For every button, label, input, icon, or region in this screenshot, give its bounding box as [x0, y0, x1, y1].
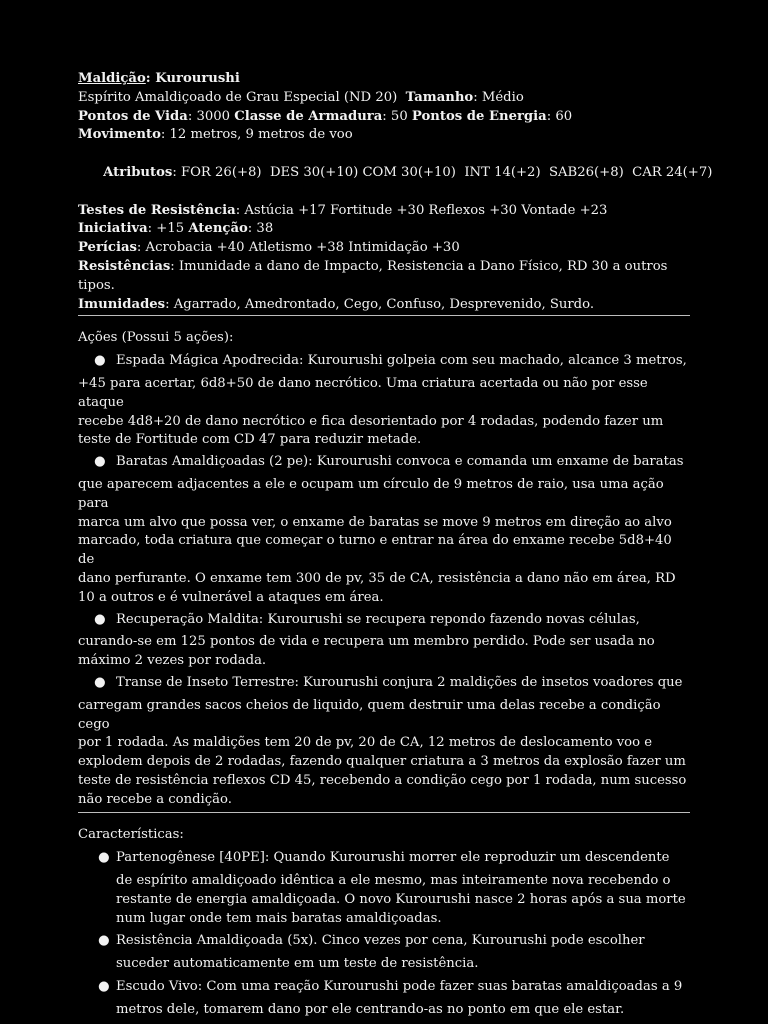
- action-line: teste de Fortitude com CD 47 para reduzir metade.: [78, 432, 422, 448]
- stat-skills-line: [78, 239, 690, 258]
- bullet-icon: ●: [98, 933, 110, 949]
- stat-initiative-line: [78, 220, 690, 239]
- bullet-icon: ●: [98, 979, 110, 995]
- action-line: explodem depois de 2 rodadas, fazendo qualquer criatura a 3 metros da explosão fazer um: [78, 754, 686, 770]
- action-line: por 1 rodada. As maldições tem 20 de pv, 20 de CA, 12 metros de deslocamento voo e: [78, 735, 653, 751]
- resistances-label: Resistências: [78, 258, 171, 274]
- action-item: [78, 453, 690, 607]
- bullet-icon: ●: [94, 454, 106, 470]
- feature-line: de espírito amaldiçoado idêntica a ele mesmo, mas inteiramente nova recebendo o: [116, 873, 671, 889]
- attention-value: : 38: [247, 221, 274, 237]
- action-first-line: [78, 453, 690, 472]
- saves-value: : Astúcia +17 Fortitude +30 Reflexos +30 Vontade +23: [235, 202, 608, 218]
- action-line: 10 a outros e é vulnerável a ataques em área.: [78, 589, 384, 605]
- stat-block: [78, 70, 713, 314]
- feature-line: num lugar onde tem mais baratas amaldiçoadas.: [116, 910, 442, 926]
- feature-item: [78, 978, 690, 1020]
- action-text: Transe de Inseto Terrestre: Kurourushi conjura 2 maldições de insetos voadores que: [116, 674, 683, 690]
- features-list: [78, 849, 690, 1019]
- size-value: : Médio: [473, 89, 524, 105]
- attention-label: Atenção: [188, 221, 248, 237]
- action-line: +45 para acertar, 6d8+50 de dano necrótico. Uma criatura acertada ou não por esse ataque: [78, 375, 648, 410]
- saves-label: Testes de Resistência: [78, 202, 236, 218]
- divider-actions: [78, 812, 690, 813]
- initiative-label: Iniciativa: [78, 221, 148, 237]
- skills-label: Perícias: [78, 240, 137, 256]
- actions-list: [78, 352, 690, 809]
- feature-line: Escudo Vivo: Com uma reação Kurourushi pode fazer suas baratas amaldiçoadas a 9: [116, 979, 683, 995]
- stat-move-line: [78, 126, 690, 145]
- size-label: Tamanho: [405, 89, 474, 105]
- stat-immunities-line: [78, 296, 690, 315]
- action-line: teste de resistência reflexos CD 45, recebendo a condição cego por 1 rodada, num sucesso: [78, 772, 687, 788]
- action-line: carregam grandes sacos cheios de liquido, quem destruir uma delas recebe a condição cego: [78, 697, 661, 732]
- action-text: Baratas Amaldiçoadas (2 pe): Kurourushi convoca e comanda um enxame de baratas: [116, 454, 684, 470]
- action-item: [78, 674, 690, 810]
- stat-attributes-line: [78, 145, 713, 201]
- ac-value: : 50: [382, 108, 412, 124]
- move-value: : 12 metros, 9 metros de voo: [160, 127, 353, 143]
- hp-label: Pontos de Vida: [78, 108, 188, 124]
- document-page: [78, 70, 713, 1023]
- move-label: Movimento: [78, 127, 161, 143]
- features-title: Características:: [78, 827, 184, 843]
- stat-resistances-line-2: tipos.: [78, 277, 115, 293]
- divider-stat-block: [78, 315, 690, 316]
- action-line: marcado, toda criatura que começar o turno e entrar na área do enxame recebe 5d8+40 de: [78, 533, 672, 568]
- feature-line: restante de energia amaldiçoada. O novo Kurourushi nasce 2 horas após a sua morte: [116, 891, 686, 907]
- feature-item: [78, 849, 690, 928]
- action-line: máximo 2 vezes por rodada.: [78, 653, 267, 669]
- feature-item: [78, 932, 690, 974]
- feature-line: metros dele, tomarem dano por ele centrando-as no ponto em que ele estar.: [116, 1001, 625, 1017]
- initiative-value: : +15: [147, 221, 189, 237]
- pe-value: : 60: [546, 108, 573, 124]
- action-item: [78, 352, 690, 450]
- feature-line: suceder automaticamente em um teste de resistência.: [116, 956, 479, 972]
- immunities-value: : Agarrado, Amedrontado, Cego, Confuso, Desprevenido, Surdo.: [165, 296, 595, 312]
- immunities-label: Imunidades: [78, 296, 166, 312]
- bullet-icon: ●: [94, 353, 106, 369]
- action-line: não recebe a condição.: [78, 791, 232, 807]
- action-first-line: [78, 352, 690, 371]
- action-line: recebe 4d8+20 de dano necrótico e fica desorientado por 4 rodadas, podendo fazer um: [78, 413, 664, 429]
- feature-line: Partenogênese [40PE]: Quando Kurourushi morrer ele reproduzir um descendente: [116, 850, 670, 866]
- pe-label: Pontos de Energia: [411, 108, 547, 124]
- action-line: dano perfurante. O enxame tem 300 de pv, 35 de CA, resistência a dano não em área, RD: [78, 570, 676, 586]
- action-line: marca um alvo que possa ver, o enxame de baratas se move 9 metros em direção ao alvo: [78, 514, 672, 530]
- action-text: Espada Mágica Apodrecida: Kurourushi golpeia com seu machado, alcance 3 metros,: [116, 353, 687, 369]
- attr-value: : FOR 26(+8) DES 30(+10) COM 30(+10) INT 14(+2) SAB26(+8) CAR 24(+7): [172, 164, 713, 180]
- bullet-icon: ●: [98, 850, 110, 866]
- stat-type-line: [78, 89, 690, 108]
- bullet-icon: ●: [94, 674, 106, 690]
- action-line: que aparecem adjacentes a ele e ocupam um círculo de 9 metros de raio, usa uma ação para: [78, 476, 664, 511]
- attr-label: Atributos: [103, 164, 173, 180]
- action-first-line: [78, 674, 690, 693]
- action-first-line: [78, 611, 690, 630]
- resistances-value: : Imunidade a dano de Impacto, Resistencia a Dano Físico, RD 30 a outros: [170, 258, 668, 274]
- actions-title: Ações (Possui 5 ações):: [78, 330, 234, 346]
- stat-resistances-line: [78, 258, 690, 277]
- stat-hp-line: [78, 108, 690, 127]
- action-line: curando-se em 125 pontos de vida e recupera um membro perdido. Pode ser usada no: [78, 634, 655, 650]
- action-text: Recuperação Maldita: Kurourushi se recupera repondo fazendo novas células,: [116, 611, 640, 627]
- stat-saves-line: [78, 202, 690, 221]
- stat-title: Maldição: Kurourushi: [78, 71, 240, 86]
- action-item: [78, 611, 690, 671]
- hp-value: : 3000: [187, 108, 235, 124]
- curse-name: Kurourushi: [155, 71, 240, 86]
- ac-label: Classe de Armadura: [234, 108, 383, 124]
- skills-value: : Acrobacia +40 Atletismo +38 Intimidação +30: [136, 240, 460, 256]
- curse-label: Maldição: [78, 71, 146, 86]
- bullet-icon: ●: [94, 611, 106, 627]
- creature-type: Espírito Amaldiçoado de Grau Especial (ND 20): [78, 89, 398, 105]
- feature-line: Resistência Amaldiçoada (5x). Cinco vezes por cena, Kurourushi pode escolher: [116, 933, 645, 949]
